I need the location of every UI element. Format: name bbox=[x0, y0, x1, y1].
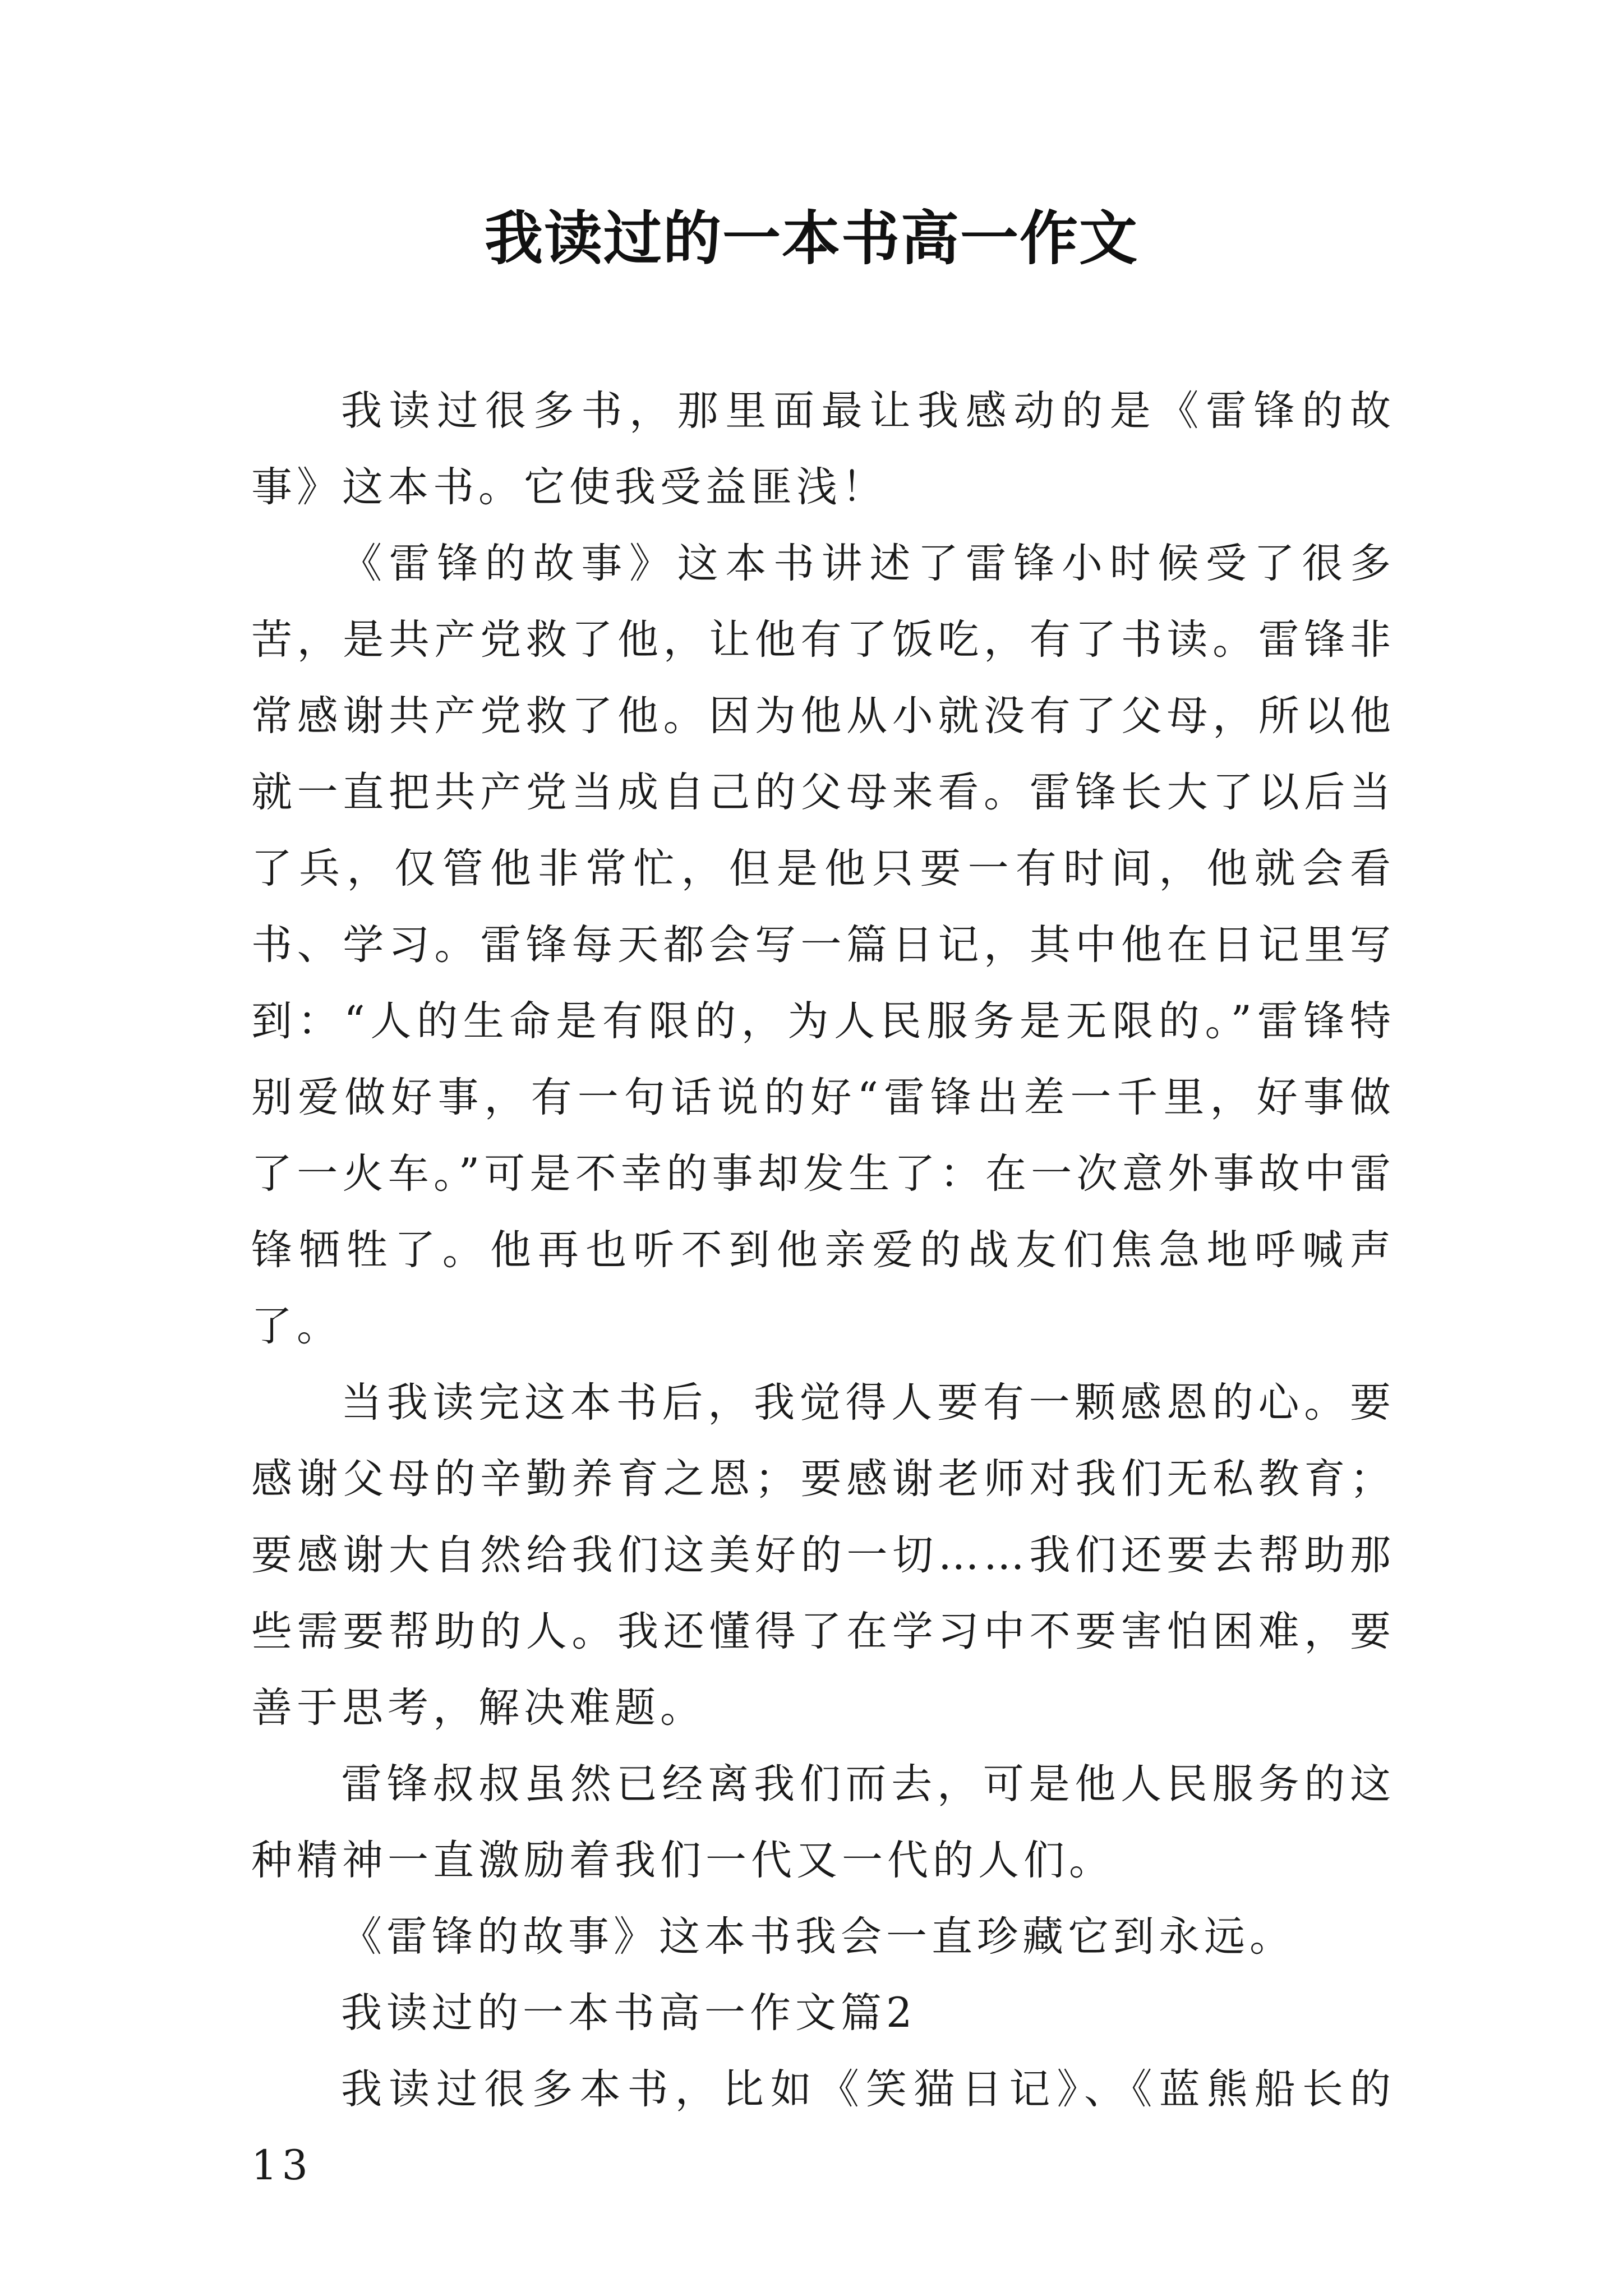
paragraph: 我读过很多书，那里面最让我感动的是《雷锋的故事》这本书。它使我受益匪浅！ bbox=[251, 387, 1395, 511]
paragraph: 《雷锋的故事》这本书讲述了雷锋小时候受了很多苦，是共产党救了他，让他有了饭吃，有了书读。雷锋非常感谢共产党救了他。因为他从小就没有了父母，所以他就一直把共产党当成自己的父母来看。雷锋长大了以后当了兵，仅管他非常忙，但是他只要一有时间，他就会看书、学习。雷锋每天都会写一篇日记，其中他在日记里写到：“人的生命是有限的，为人民服务是无限的。”雷锋特别爱做好事，有一句话说的好“雷锋出差一千里，好事做了一火车。”可是不幸的事却发生了：在一次意外事故中雷锋牺牲了。他再也听不到他亲爱的战友们焦急地呼喊声了。 bbox=[251, 540, 1395, 1350]
document-title: 我读过的一本书高一作文 bbox=[484, 204, 1138, 273]
section-heading: 我读过的一本书高一作文篇2 bbox=[341, 1989, 917, 2037]
paragraph: 当我读完这本书后，我觉得人要有一颗感恩的心。要感谢父母的辛勤养育之恩；要感谢老师对我们无私教育；要感谢大自然给我们这美好的一切……我们还要去帮助那些需要帮助的人。我还懂得了在学习中不要害怕困难，要善于思考，解决难题。 bbox=[251, 1379, 1395, 1732]
paragraph: 雷锋叔叔虽然已经离我们而去，可是他人民服务的这种精神一直激励着我们一代又一代的人们。 bbox=[251, 1760, 1395, 1884]
paragraph: 《雷锋的故事》这本书我会一直珍藏它到永远。 bbox=[341, 1913, 1295, 1961]
document-body bbox=[251, 373, 1395, 2204]
paragraph: 我读过很多本书，比如《笑猫日记》、《蓝熊船长的13 bbox=[251, 2065, 1395, 2189]
